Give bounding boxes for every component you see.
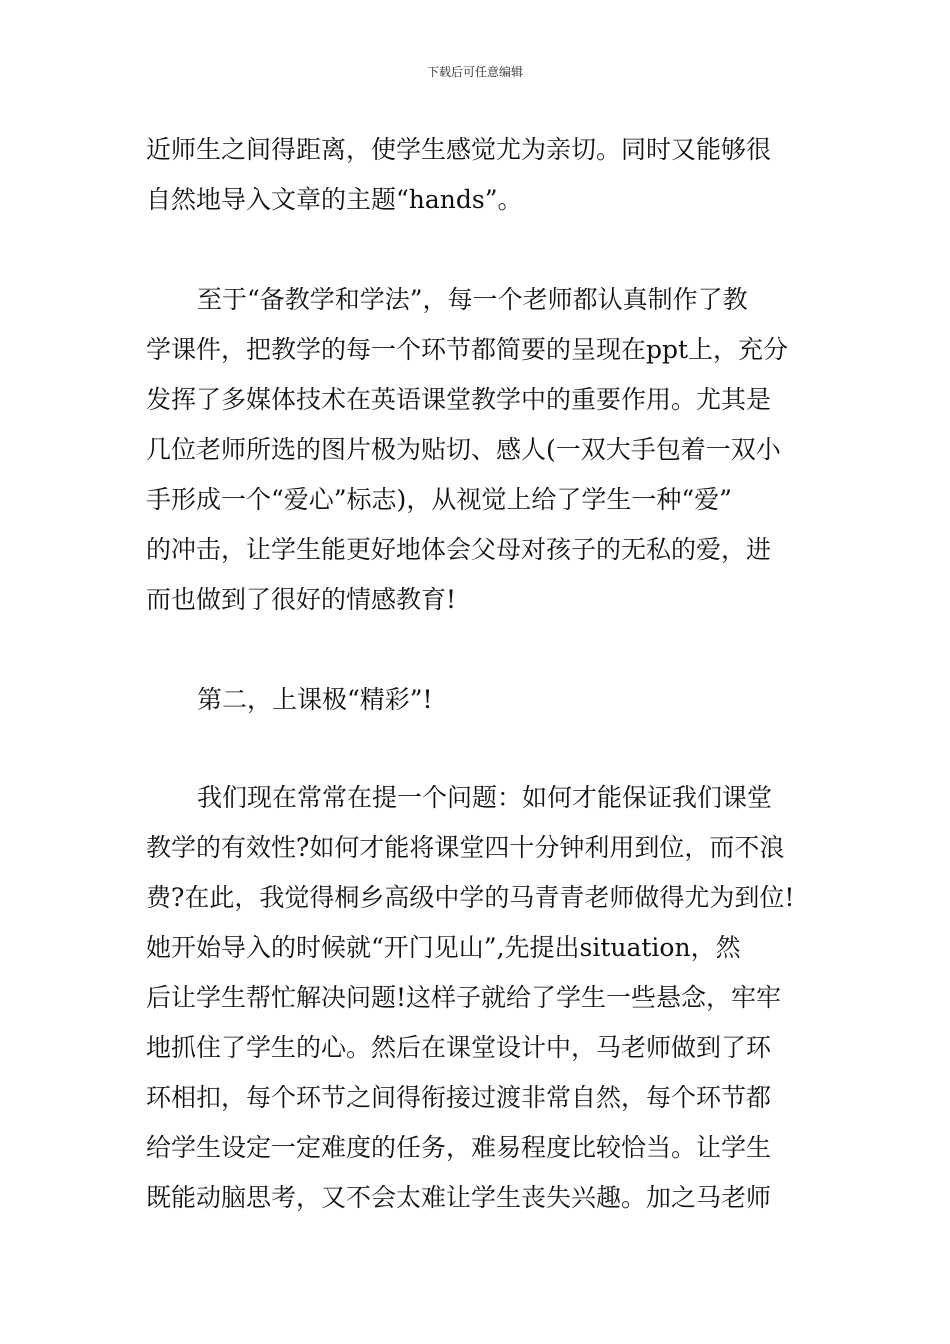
paragraph-1-line-1: 近师生之间得距离，使学生感觉尤为亲切。同时又能够很 [146, 135, 772, 164]
paragraph-2-line-6: 的冲击，让学生能更好地体会父母对孩子的无私的爱，进 [146, 535, 772, 564]
paragraph-2-line-4: 几位老师所选的图片极为贴切、感人(一双大手包着一双小 [146, 435, 781, 464]
paragraph-2-line-2: 学课件，把教学的每一个环节都简要的呈现在ppt上，充分 [146, 335, 789, 364]
paragraph-4-line-9: 既能动脑思考，又不会太难让学生丧失兴趣。加之马老师 [146, 1183, 772, 1212]
paragraph-4-line-6: 地抓住了学生的心。然后在课堂设计中，马老师做到了环 [146, 1033, 772, 1062]
paragraph-4-line-5: 后让学生帮忙解决问题!这样子就给了学生一些悬念，牢牢 [146, 983, 782, 1012]
paragraph-2-line-5: 手形成一个“爱心”标志)，从视觉上给了学生一种“爱” [146, 485, 732, 514]
paragraph-1-line-2: 自然地导入文章的主题“hands”。 [146, 185, 523, 214]
paragraph-4-line-7: 环相扣，每个环节之间得衔接过渡非常自然，每个环节都 [146, 1083, 772, 1112]
paragraph-4-line-1: 我们现在常常在提一个问题：如何才能保证我们课堂 [197, 783, 773, 812]
paragraph-4-line-3: 费?在此，我觉得桐乡高级中学的马青青老师做得尤为到位! [146, 883, 795, 912]
paragraph-2-line-7: 而也做到了很好的情感教育! [146, 585, 457, 614]
section-heading-second: 第二，上课极“精彩”! [197, 685, 433, 714]
paragraph-2-line-3: 发挥了多媒体技术在英语课堂教学中的重要作用。尤其是 [146, 385, 772, 414]
page-header: 下载后可任意编辑 [426, 65, 523, 79]
paragraph-4-line-2: 教学的有效性?如何才能将课堂四十分钟利用到位，而不浪 [146, 833, 785, 862]
paragraph-2-line-1: 至于“备教学和学法”，每一个老师都认真制作了教 [197, 285, 748, 314]
paragraph-4-line-4: 她开始导入的时候就“开门见山”,先提出situation，然 [146, 933, 741, 962]
paragraph-4-line-8: 给学生设定一定难度的任务，难易程度比较恰当。让学生 [146, 1133, 772, 1162]
